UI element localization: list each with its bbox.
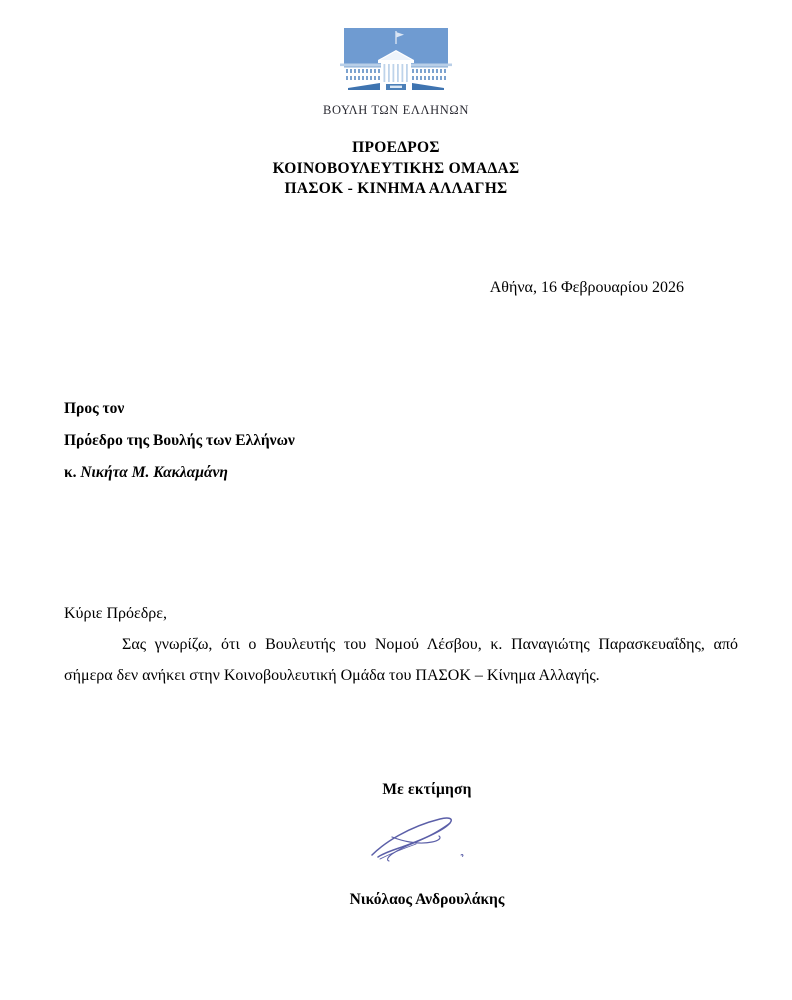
signer-name: Νικόλαος Ανδρουλάκης bbox=[349, 891, 505, 908]
letterhead-title-block bbox=[0, 138, 792, 200]
addressee-name-line bbox=[64, 457, 295, 489]
body-paragraph: Σας γνωρίζω, ότι ο Βουλευτής του Νομού Λέσβου, κ. Παναγιώτης Παρασκευαΐδης, από σήμερα δεν ανήκει στην Κοινοβουλευτική Ομάδα του ΠΑΣΟΚ – Κίνημα Αλλαγής. bbox=[64, 636, 738, 684]
salutation: Κύριε Πρόεδρε, bbox=[64, 605, 167, 622]
hellenic-parliament-building-emblem bbox=[334, 26, 458, 98]
title-line-party: ΠΑΣΟΚ - ΚΙΝΗΜΑ ΑΛΛΑΓΗΣ bbox=[284, 180, 508, 197]
title-line-president: ΠΡΟΕΔΡΟΣ bbox=[352, 139, 440, 156]
closing-salutation: Με εκτίμηση bbox=[382, 781, 472, 798]
letterhead bbox=[0, 26, 792, 118]
addressee-block bbox=[64, 393, 295, 489]
closing-block bbox=[0, 781, 792, 909]
addressee-to: Προς τον bbox=[64, 400, 125, 417]
addressee-name-prefix: κ. bbox=[64, 464, 77, 481]
handwritten-signature bbox=[362, 807, 492, 869]
addressee-office: Πρόεδρο της Βουλής των Ελλήνων bbox=[64, 432, 295, 449]
emblem-caption: ΒΟΥΛΗ ΤΩΝ ΕΛΛΗΝΩΝ bbox=[323, 103, 469, 117]
letter-body bbox=[64, 598, 738, 691]
date-line: Αθήνα, 16 Φεβρουαρίου 2026 bbox=[489, 279, 684, 296]
addressee-name: Νικήτα Μ. Κακλαμάνη bbox=[80, 464, 228, 481]
title-line-parliamentary-group: ΚΟΙΝΟΒΟΥΛΕΥΤΙΚΗΣ ΟΜΑΔΑΣ bbox=[272, 159, 520, 177]
